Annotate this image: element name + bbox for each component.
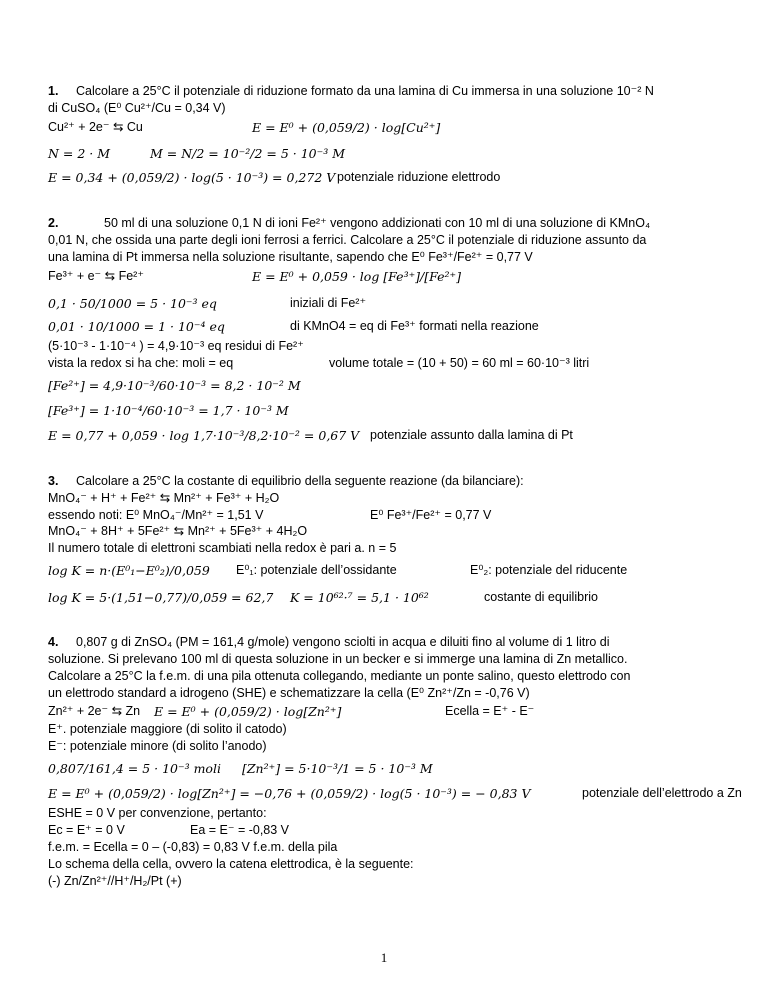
formula: E = E⁰ + (0,059/2) · log[Zn²⁺] = −0,76 + (0,059/2) · log(5 · 10⁻³) = − 0,83 V (48, 786, 531, 801)
text-line: volume totale = (10 + 50) = 60 ml = 60·10⁻³ litri (329, 356, 590, 370)
formula: log K = n·(E⁰₁−E⁰₂)/0,059 (48, 563, 210, 578)
problem-2-text-line: una lamina di Pt immersa nella soluzione risultante, sapendo che E⁰ Fe³⁺/Fe²⁺ = 0,77 V (48, 250, 533, 264)
text-line: (5·10⁻³ - 1·10⁻⁴ ) = 4,9·10⁻³ eq residui di Fe²⁺ (48, 339, 304, 353)
problem-4-text-line: soluzione. Si prelevano 100 ml di questa soluzione in un becker e si immerge una lamina di Zn metallico. (48, 652, 628, 666)
reaction-equation: Fe³⁺ + e⁻ ⇆ Fe²⁺ (48, 269, 144, 283)
text-line: Il numero totale di elettroni scambiati nella redox è pari a. n = 5 (48, 541, 397, 555)
formula: [Fe³⁺] = 1·10⁻⁴/60·10⁻³ = 1,7 · 10⁻³ M (48, 403, 289, 418)
text-line: E⁺. potenziale maggiore (di solito il catodo) (48, 722, 287, 736)
problem-4-text-line: un elettrodo standard a idrogeno (SHE) e schematizzare la cella (E⁰ Zn²⁺/Zn = -0,76 V) (48, 686, 530, 700)
text-line: f.e.m. = Ecella = 0 – (-0,83) = 0,83 V f.e.m. della pila (48, 840, 338, 854)
text-line: Ea = E⁻ = -0,83 V (190, 823, 290, 837)
formula: log K = 5·(1,51−0,77)/0,059 = 62,7 (48, 590, 274, 605)
formula: 0,01 · 10/1000 = 1 · 10⁻⁴ eq (48, 319, 225, 334)
annotation: potenziale assunto dalla lamina di Pt (370, 428, 573, 442)
formula: N = 2 · M (48, 146, 111, 161)
problem-4-text-line: 0,807 g di ZnSO₄ (PM = 161,4 g/mole) vengono sciolti in acqua e diluiti fino al volume di 1 litro di (76, 635, 610, 649)
annotation: iniziali di Fe²⁺ (290, 296, 367, 310)
formula: E = 0,77 + 0,059 · log 1,7·10⁻³/8,2·10⁻² = 0,67 V (48, 428, 360, 443)
problem-3-number: 3. (48, 474, 59, 488)
formula: 0,1 · 50/1000 = 5 · 10⁻³ eq (48, 296, 217, 311)
problem-1-text-line: Calcolare a 25°C il potenziale di riduzione formato da una lamina di Cu immersa in una soluzione 10⁻² N (76, 84, 654, 98)
problem-1-text-line: di CuSO₄ (E⁰ Cu²⁺/Cu = 0,34 V) (48, 101, 226, 115)
problem-1-number: 1. (48, 84, 59, 98)
text-line: Ec = E⁺ = 0 V (48, 823, 125, 837)
formula: 0,807/161,4 = 5 · 10⁻³ moli (48, 761, 221, 776)
nernst-equation: E = E⁰ + (0,059/2) · log[Cu²⁺] (252, 120, 441, 135)
balanced-reaction: MnO₄⁻ + 8H⁺ + 5Fe²⁺ ⇆ Mn²⁺ + 5Fe³⁺ + 4H₂O (48, 524, 308, 538)
cell-diagram: (-) Zn/Zn²⁺//H⁺/H₂/Pt (+) (48, 874, 182, 888)
annotation: costante di equilibrio (484, 590, 598, 604)
problem-2-number: 2. (48, 216, 59, 230)
text-line: Ecella = E⁺ - E⁻ (445, 704, 535, 718)
annotation: potenziale riduzione elettrodo (337, 170, 501, 184)
text-line: E⁻: potenziale minore (di solito l’anodo) (48, 739, 267, 753)
problem-3-text-line: Calcolare a 25°C la costante di equilibrio della seguente reazione (da bilanciare): (76, 474, 524, 488)
annotation: E⁰₁: potenziale dell’ossidante (236, 563, 397, 577)
formula: [Fe²⁺] = 4,9·10⁻³/60·10⁻³ = 8,2 · 10⁻² M (48, 378, 301, 393)
formula: M = N/2 = 10⁻²/2 = 5 · 10⁻³ M (150, 146, 346, 161)
problem-4-text-line: Calcolare a 25°C la f.e.m. di una pila ottenuta collegando, mediante un ponte salino, questo elettrodo con (48, 669, 631, 683)
text-line: essendo noti: E⁰ MnO₄⁻/Mn²⁺ = 1,51 V (48, 508, 264, 522)
nernst-equation: E = E⁰ + (0,059/2) · log[Zn²⁺] (154, 704, 342, 719)
page-number: 1 (380, 950, 388, 965)
formula: [Zn²⁺] = 5·10⁻³/1 = 5 · 10⁻³ M (242, 761, 433, 776)
problem-4-number: 4. (48, 635, 59, 649)
nernst-equation: E = E⁰ + 0,059 · log [Fe³⁺]/[Fe²⁺] (252, 269, 462, 284)
problem-2-text-line: 50 ml di una soluzione 0,1 N di ioni Fe²⁺ vengono addizionati con 10 ml di una soluzione di KMnO₄ (104, 216, 651, 230)
reaction-equation: Cu²⁺ + 2e⁻ ⇆ Cu (48, 120, 143, 134)
text-line: ESHE = 0 V per convenzione, pertanto: (48, 806, 267, 820)
annotation: di KMnO4 = eq di Fe³⁺ formati nella reazione (290, 319, 539, 333)
formula: E = 0,34 + (0,059/2) · log(5 · 10⁻³) = 0,272 V (48, 170, 336, 185)
annotation: E⁰₂: potenziale del riducente (470, 563, 628, 577)
reaction-equation: Zn²⁺ + 2e⁻ ⇆ Zn (48, 704, 141, 718)
annotation: potenziale dell’elettrodo a Zn (582, 786, 742, 800)
text-line: E⁰ Fe³⁺/Fe²⁺ = 0,77 V (370, 508, 492, 522)
text-line: Lo schema della cella, ovvero la catena elettrodica, è la seguente: (48, 857, 414, 871)
formula: K = 10⁶²·⁷ = 5,1 · 10⁶² (290, 590, 429, 605)
problem-2-text-line: 0,01 N, che ossida una parte degli ioni ferrosi a ferrici. Calcolare a 25°C il potenziale di riduzione assunto da (48, 233, 647, 247)
reaction-equation: MnO₄⁻ + H⁺ + Fe²⁺ ⇆ Mn²⁺ + Fe³⁺ + H₂O (48, 491, 280, 505)
text-line: vista la redox si ha che: moli = eq (48, 356, 234, 370)
